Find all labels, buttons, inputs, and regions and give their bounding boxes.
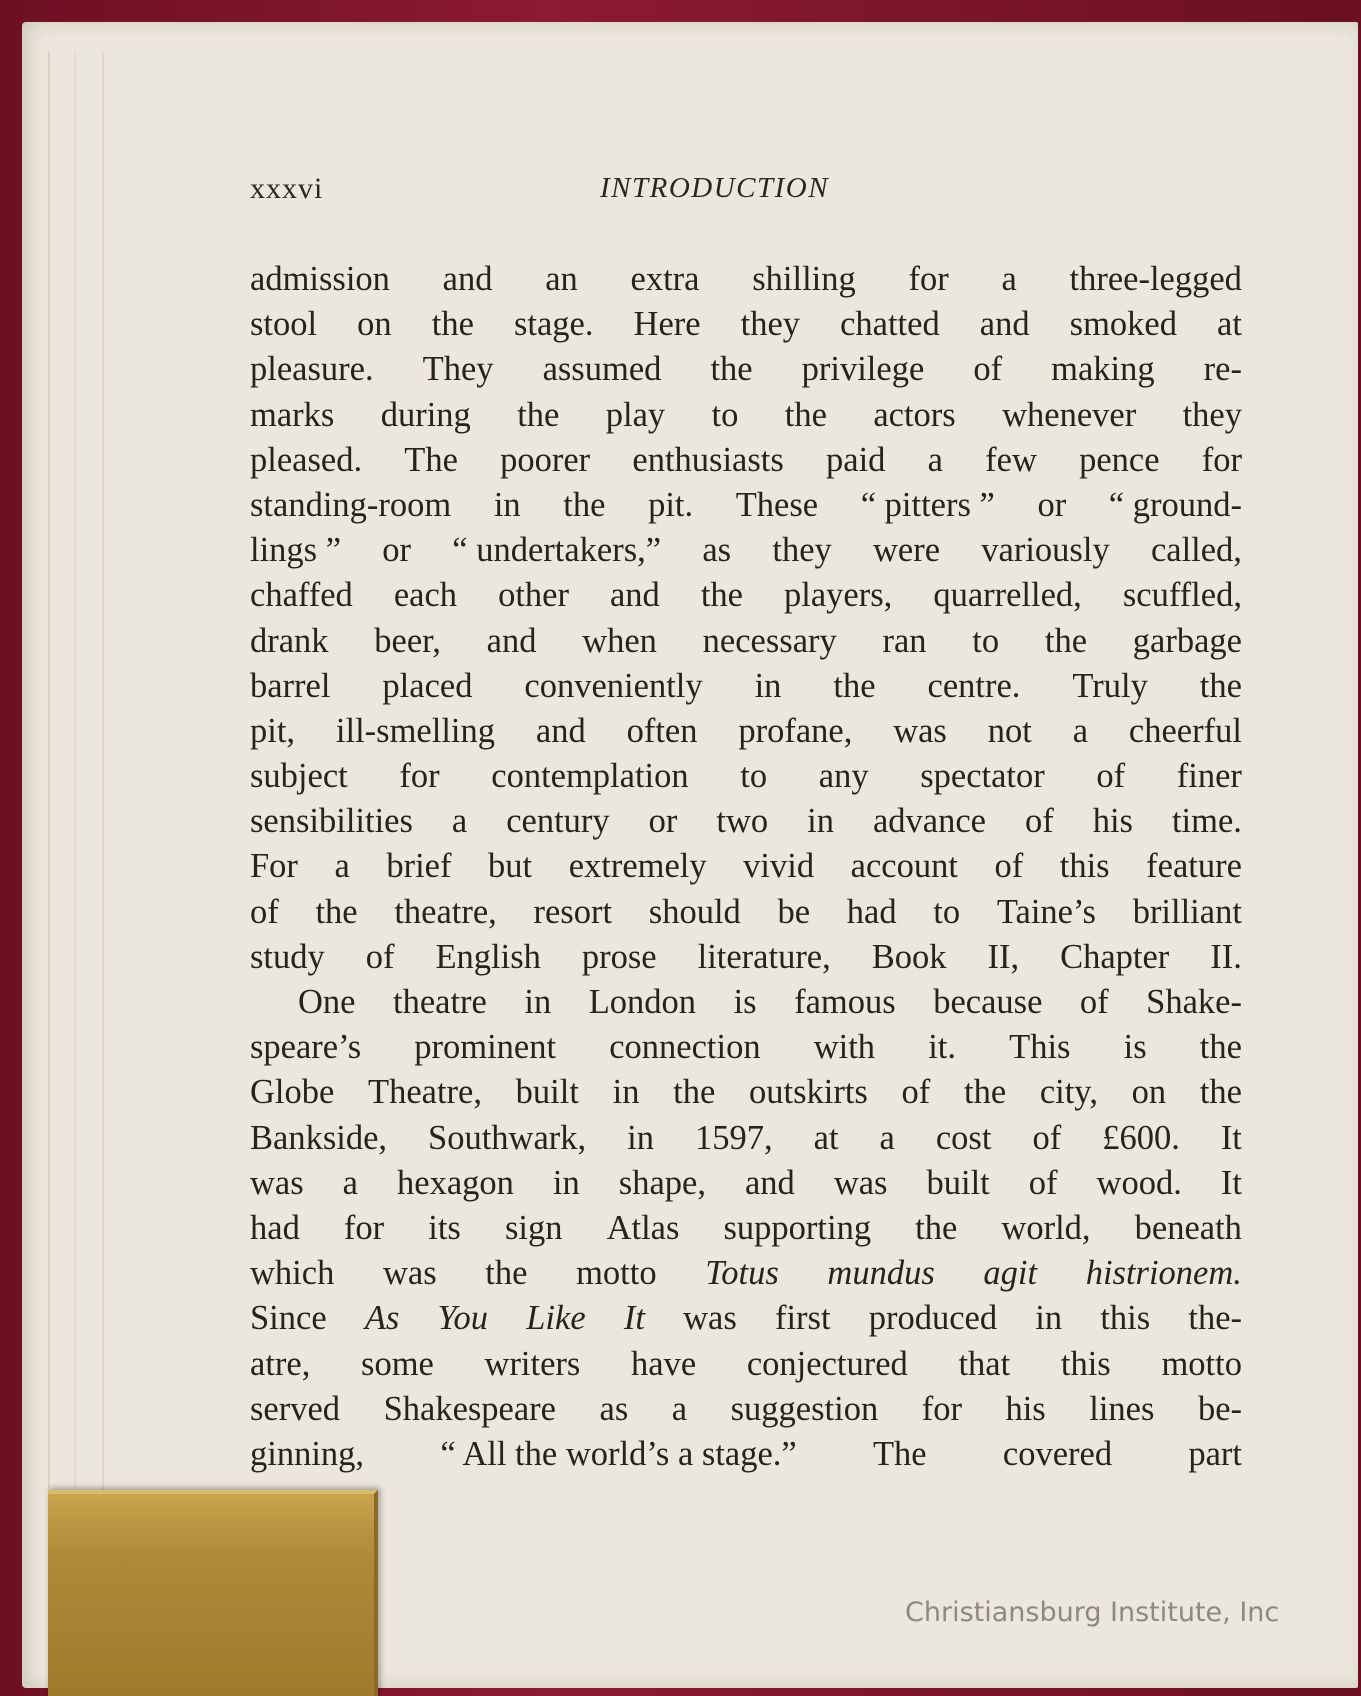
- word: this: [1060, 1344, 1111, 1383]
- word: Shakespeare: [383, 1389, 556, 1428]
- word: advance: [872, 802, 986, 841]
- text-line: [250, 1116, 1242, 1161]
- word: pence: [1079, 440, 1160, 479]
- word: during: [380, 395, 471, 434]
- word: mundus: [827, 1254, 935, 1293]
- word: ran: [882, 621, 927, 660]
- word: outskirts: [749, 1073, 868, 1112]
- text-line: [250, 664, 1242, 709]
- word: quarrelled,: [933, 576, 1082, 615]
- word: centre.: [927, 666, 1021, 705]
- word: lings ”: [250, 531, 342, 570]
- word: play: [605, 395, 666, 434]
- word: chaffed: [250, 576, 353, 615]
- word: subject: [250, 757, 348, 796]
- text-line: [250, 1251, 1242, 1296]
- word: time.: [1171, 802, 1242, 841]
- word: Book: [871, 937, 947, 976]
- word: sign: [504, 1208, 563, 1247]
- word: theatre,: [394, 892, 497, 931]
- word: other: [498, 576, 569, 615]
- word: II.: [1210, 937, 1242, 976]
- word: was: [893, 711, 947, 750]
- word: 1597,: [695, 1118, 773, 1157]
- word: conveniently: [524, 666, 703, 705]
- word: paid: [826, 440, 886, 479]
- word: when: [582, 621, 657, 660]
- text-line: [250, 1161, 1242, 1206]
- word: and: [442, 260, 493, 298]
- word: city,: [1039, 1073, 1098, 1112]
- word: garbage: [1132, 621, 1242, 660]
- word: served: [250, 1389, 341, 1428]
- word: stool: [250, 305, 318, 344]
- body-text: [250, 257, 1242, 1477]
- text-line: [250, 393, 1242, 438]
- word: a: [334, 847, 350, 886]
- word: a: [671, 1389, 688, 1428]
- word: be-: [1197, 1389, 1242, 1428]
- word: for: [343, 1208, 385, 1247]
- text-line: [250, 935, 1242, 980]
- word: it.: [928, 1028, 956, 1067]
- text-line: [250, 980, 1242, 1025]
- word: These: [735, 485, 819, 524]
- word: the-: [1188, 1299, 1242, 1338]
- word: motto: [576, 1254, 657, 1293]
- word: they: [772, 531, 832, 570]
- word: three-legged: [1069, 260, 1242, 298]
- word: the: [710, 350, 753, 389]
- word: his: [1005, 1389, 1046, 1428]
- word: wood.: [1096, 1163, 1182, 1202]
- word: Truly: [1072, 666, 1148, 705]
- text-line: [250, 483, 1242, 528]
- word: often: [626, 711, 698, 750]
- word: have: [631, 1344, 697, 1383]
- word: is: [733, 983, 757, 1021]
- word: placed: [382, 666, 473, 705]
- word: had: [846, 892, 897, 931]
- word: the: [1199, 1073, 1242, 1112]
- word: and: [744, 1163, 795, 1202]
- text-line: [250, 257, 1242, 302]
- word: English: [435, 937, 541, 976]
- text-line: [250, 1206, 1242, 1251]
- word: The: [404, 440, 458, 479]
- word: and: [609, 576, 660, 615]
- word: built: [926, 1163, 990, 1202]
- word: extra: [630, 260, 700, 298]
- gutter-line: [74, 52, 76, 1668]
- word: because: [933, 983, 1043, 1021]
- text-line: [250, 438, 1242, 483]
- word: were: [873, 531, 941, 570]
- gutter-line: [102, 52, 104, 1668]
- word: enthusiasts: [632, 440, 784, 479]
- word: extremely: [568, 847, 707, 886]
- word: the: [700, 576, 743, 615]
- word: the: [1199, 666, 1242, 705]
- text-line: [250, 709, 1242, 754]
- word: was: [382, 1254, 437, 1293]
- word: any: [818, 757, 869, 796]
- word: was: [250, 1163, 304, 1202]
- running-head: [250, 172, 1240, 212]
- word: London: [588, 983, 697, 1021]
- word: of: [901, 1073, 931, 1112]
- word: beneath: [1134, 1208, 1242, 1247]
- text-line: [250, 573, 1242, 618]
- word: this: [1100, 1299, 1151, 1338]
- word: The: [872, 1434, 927, 1473]
- word: the: [915, 1208, 958, 1247]
- word: supporting: [723, 1208, 872, 1247]
- word: the: [431, 305, 474, 344]
- word: chatted: [840, 305, 940, 344]
- word: For: [250, 847, 298, 886]
- word: in: [627, 1118, 654, 1157]
- word: histrionem.: [1085, 1254, 1242, 1293]
- word: they: [1182, 395, 1242, 434]
- word: re-: [1203, 350, 1242, 389]
- word: the: [963, 1073, 1007, 1112]
- word: II,: [987, 937, 1020, 976]
- word: ill-smelling: [335, 711, 495, 750]
- text-line: [250, 1025, 1242, 1070]
- word: with: [813, 1028, 876, 1067]
- word: atre,: [250, 1344, 311, 1383]
- word: part: [1188, 1434, 1242, 1473]
- word: of: [365, 937, 395, 976]
- gutter-line: [48, 52, 50, 1668]
- word: Shake-: [1146, 983, 1242, 1021]
- word: lines: [1089, 1389, 1155, 1428]
- word: the: [673, 1073, 716, 1112]
- word: resort: [533, 892, 613, 931]
- word: prose: [581, 937, 657, 976]
- word: as: [702, 531, 732, 570]
- word: to: [740, 757, 768, 796]
- word: beer,: [374, 621, 441, 660]
- word: of: [1032, 1118, 1062, 1157]
- word: smoked: [1069, 305, 1177, 344]
- word: of: [1024, 802, 1054, 841]
- text-line: [250, 1387, 1242, 1432]
- word: spectator: [920, 757, 1045, 796]
- word: study: [250, 937, 325, 976]
- word: necessary: [702, 621, 837, 660]
- text-line: [250, 619, 1242, 664]
- word: standing-room: [250, 485, 452, 524]
- word: in: [754, 666, 782, 705]
- watermark: Christiansburg Institute, Inc: [905, 1597, 1280, 1628]
- word: It: [1220, 1118, 1242, 1157]
- word: built: [515, 1073, 579, 1112]
- word: a: [1072, 711, 1089, 750]
- word: which: [250, 1254, 335, 1293]
- word: famous: [794, 983, 896, 1021]
- word: vivid: [743, 847, 815, 886]
- text-line: [250, 890, 1242, 935]
- word: pit,: [250, 711, 296, 750]
- word: barrel: [250, 666, 331, 705]
- text-line: [250, 528, 1242, 573]
- word: had: [250, 1208, 300, 1247]
- word: Bankside,: [250, 1118, 388, 1157]
- word: profane,: [738, 711, 853, 750]
- word: variously: [981, 531, 1110, 570]
- word: conjectured: [746, 1344, 908, 1383]
- word: but: [488, 847, 533, 886]
- word: the: [315, 892, 358, 931]
- word: a: [342, 1163, 358, 1202]
- word: £600.: [1102, 1118, 1180, 1157]
- word: is: [1123, 1028, 1147, 1067]
- word: world,: [1001, 1208, 1091, 1247]
- word: theatre: [393, 983, 487, 1021]
- word: This: [1009, 1028, 1071, 1067]
- word: privilege: [801, 350, 925, 389]
- word: each: [393, 576, 458, 615]
- word: finer: [1176, 757, 1242, 796]
- word: assumed: [542, 350, 662, 389]
- word: was: [683, 1299, 737, 1338]
- word: stage.: [513, 305, 594, 344]
- word: pleasure.: [250, 350, 374, 389]
- text-line: [250, 754, 1242, 799]
- word: at: [1217, 305, 1242, 344]
- word: in: [552, 1163, 580, 1202]
- word: the: [833, 666, 876, 705]
- word: hexagon: [397, 1163, 514, 1202]
- word: marks: [250, 395, 335, 434]
- word: for: [908, 260, 949, 298]
- word: should: [648, 892, 741, 931]
- word: or: [1037, 485, 1067, 524]
- text-line: [250, 1342, 1242, 1387]
- text-line: [250, 1432, 1242, 1477]
- word: for: [399, 757, 440, 796]
- word: of: [994, 847, 1024, 886]
- word: writers: [484, 1344, 581, 1383]
- word: Southwark,: [428, 1118, 587, 1157]
- word: Globe: [250, 1073, 335, 1112]
- word: and: [486, 621, 537, 660]
- word: drank: [250, 621, 329, 660]
- running-title: INTRODUCTION: [600, 172, 830, 204]
- word: Here: [633, 305, 701, 344]
- word: “ pitters ”: [860, 485, 995, 524]
- text-line: [250, 799, 1242, 844]
- word: Since: [250, 1299, 327, 1338]
- word: or: [648, 802, 678, 841]
- word: called,: [1150, 531, 1242, 570]
- word: two: [716, 802, 769, 841]
- word: “ undertakers,”: [452, 531, 662, 570]
- word: on: [357, 305, 392, 344]
- word: brief: [386, 847, 452, 886]
- word: the: [1044, 621, 1088, 660]
- word: sensibilities: [250, 802, 413, 841]
- word: shape,: [618, 1163, 706, 1202]
- word: and: [979, 305, 1030, 344]
- word: its: [428, 1208, 461, 1247]
- word: of: [1096, 757, 1126, 796]
- word: Totus: [705, 1254, 779, 1293]
- word: in: [524, 983, 552, 1021]
- word: of: [1028, 1163, 1058, 1202]
- page-number: xxxvi: [250, 172, 324, 205]
- word: of: [250, 892, 279, 931]
- word: cheerful: [1128, 711, 1242, 750]
- word: of: [1079, 983, 1109, 1021]
- word: a: [879, 1118, 895, 1157]
- word: produced: [868, 1299, 998, 1338]
- word: first: [774, 1299, 831, 1338]
- word: contemplation: [491, 757, 689, 796]
- word: in: [1035, 1299, 1063, 1338]
- word: “ All the world’s a stage.”: [440, 1434, 797, 1473]
- word: One: [298, 983, 356, 1021]
- word: They: [422, 350, 494, 389]
- word: in: [807, 802, 834, 841]
- word: motto: [1161, 1344, 1242, 1383]
- word: century: [506, 802, 610, 841]
- word: or: [382, 531, 412, 570]
- word: in: [612, 1073, 640, 1112]
- word: as: [599, 1389, 629, 1428]
- word: pleased.: [250, 440, 363, 479]
- word: You: [437, 1299, 489, 1338]
- word: this: [1059, 847, 1110, 886]
- word: players,: [784, 576, 893, 615]
- word: they: [740, 305, 801, 344]
- word: whenever: [1002, 395, 1137, 434]
- word: a: [927, 440, 943, 479]
- word: for: [921, 1389, 962, 1428]
- word: Like: [526, 1299, 586, 1338]
- word: on: [1131, 1073, 1167, 1112]
- word: “ ground-: [1108, 485, 1242, 524]
- word: the: [1199, 1028, 1242, 1067]
- word: suggestion: [730, 1389, 879, 1428]
- word: Chapter: [1060, 937, 1170, 976]
- word: was: [833, 1163, 888, 1202]
- word: feature: [1146, 847, 1242, 886]
- word: As: [364, 1299, 400, 1338]
- word: to: [933, 892, 961, 931]
- word: agit: [983, 1254, 1038, 1293]
- word: poorer: [500, 440, 591, 479]
- word: the: [485, 1254, 528, 1293]
- word: covered: [1002, 1434, 1113, 1473]
- word: literature,: [697, 937, 831, 976]
- word: that: [958, 1344, 1011, 1383]
- word: his: [1092, 802, 1133, 841]
- word: making: [1051, 350, 1155, 389]
- text-line: [250, 302, 1242, 347]
- word: actors: [873, 395, 956, 434]
- word: It: [623, 1299, 645, 1338]
- word: and: [535, 711, 586, 750]
- word: Atlas: [606, 1208, 680, 1247]
- word: not: [987, 711, 1032, 750]
- word: shilling: [752, 260, 856, 298]
- word: account: [850, 847, 958, 886]
- word: Theatre,: [368, 1073, 482, 1112]
- word: It: [1220, 1163, 1242, 1202]
- word: prominent: [414, 1028, 557, 1067]
- word: speare’s: [250, 1028, 362, 1067]
- word: for: [1201, 440, 1242, 479]
- text-line: [250, 844, 1242, 889]
- word: some: [361, 1344, 434, 1383]
- word: the: [784, 395, 827, 434]
- word: to: [972, 621, 1000, 660]
- word: in: [493, 485, 521, 524]
- brass-page-clip: [48, 1490, 378, 1696]
- text-line: [250, 1296, 1242, 1341]
- word: brilliant: [1132, 892, 1242, 931]
- word: scuffled,: [1122, 576, 1242, 615]
- word: connection: [609, 1028, 761, 1067]
- word: a: [1001, 260, 1017, 298]
- word: Taine’s: [996, 892, 1096, 931]
- word: be: [777, 892, 811, 931]
- word: the: [563, 485, 606, 524]
- word: few: [985, 440, 1037, 479]
- word: of: [973, 350, 1003, 389]
- word: the: [517, 395, 560, 434]
- text-line: [250, 347, 1242, 392]
- word: ginning,: [250, 1434, 365, 1473]
- word: an: [545, 260, 578, 298]
- word: a: [451, 802, 468, 841]
- word: pit.: [648, 485, 694, 524]
- word: cost: [935, 1118, 992, 1157]
- word: admission: [250, 260, 390, 298]
- word: at: [813, 1118, 839, 1157]
- text-line: [250, 1070, 1242, 1115]
- word: to: [711, 395, 739, 434]
